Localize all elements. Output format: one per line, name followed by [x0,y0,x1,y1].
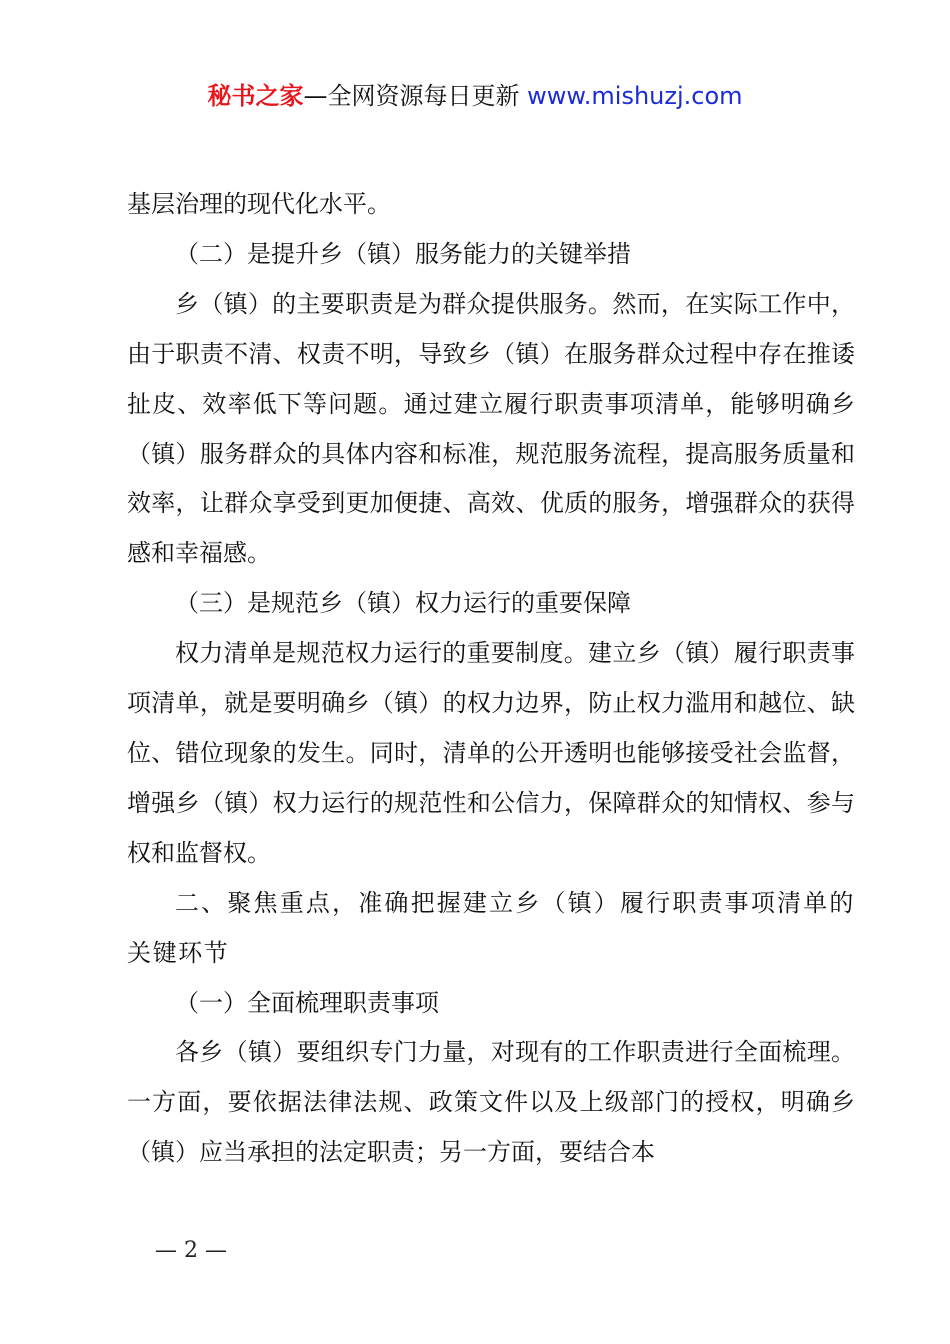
page-number: — 2 — [155,1238,227,1263]
section-heading-two: 二、聚焦重点，准确把握建立乡（镇）履行职责事项清单的关键环节 [127,888,855,967]
paragraph-power: 权力清单是规范权力运行的重要制度。建立乡（镇）履行职责事项清单，就是要明确乡（镇）的权力边界，防止权力滥用和越位、缺位、错位现象的发生。同时，清单的公开透明也能够接受社会监督，增强乡（镇）权力运行的规范性和公信力，保障群众的知情权、参与权和监督权。 [127,639,855,867]
site-brand: 秘书之家 [207,82,304,110]
site-url-link[interactable]: www.mishuzj.com [527,82,743,110]
document-body [127,180,855,1178]
site-tagline: —全网资源每日更新 [303,82,520,110]
paragraph-service: 乡（镇）的主要职责是为群众提供服务。然而，在实际工作中，由于职责不清、权责不明，导致乡（镇）在服务群众过程中存在推诿扯皮、效率低下等问题。通过建立履行职责事项清单，能够明确乡（镇）服务群众的具体内容和标准，规范服务流程，提高服务质量和效率，让群众享受到更加便捷、高效、优质的服务，增强群众的获得感和幸福感。 [127,289,855,568]
paragraph-continuation: 基层治理的现代化水平。 [127,190,391,218]
paragraph-sorting: 各乡（镇）要组织专门力量，对现有的工作职责进行全面梳理。一方面，要依据法律法规、政策文件以及上级部门的授权，明确乡（镇）应当承担的法定职责；另一方面，要结合本 [127,1038,855,1167]
subheading-three: （三）是规范乡（镇）权力运行的重要保障 [175,589,631,618]
subheading-one: （一）全面梳理职责事项 [175,988,439,1017]
subheading-two: （二）是提升乡（镇）服务能力的关键举措 [175,239,631,268]
site-header [0,78,950,114]
